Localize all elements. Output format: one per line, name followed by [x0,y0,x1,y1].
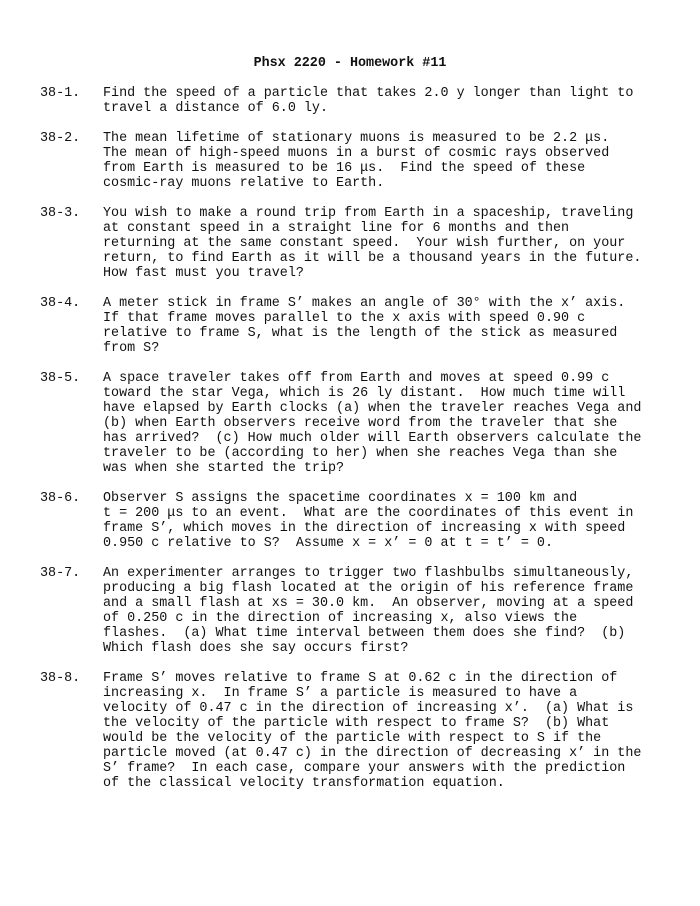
problem-line: 0.950 c relative to S? Assume x = x’ = 0 at t = t’ = 0. [103,536,553,551]
problem-number: 38-3. [40,206,81,221]
problem-line: from S? [103,341,160,356]
problem-line: at constant speed in a straight line for 6 months and then [103,221,570,236]
problem-line: particle moved (at 0.47 c) in the direction of decreasing x’ in the [103,746,642,761]
problem-number: 38-5. [40,371,81,386]
problem-line: A space traveler takes off from Earth and moves at speed 0.99 c [103,371,610,386]
problem-line: An experimenter arranges to trigger two flashbulbs simultaneously, [103,566,634,581]
problem-38-7 [40,566,670,656]
page-title: Phsx 2220 - Homework #11 [253,56,447,71]
problem-number: 38-6. [40,491,81,506]
problem-line: You wish to make a round trip from Earth in a spaceship, traveling [103,206,634,221]
problem-line: of the classical velocity transformation equation. [103,776,505,791]
problem-line: from Earth is measured to be 16 μs. Find the speed of these [103,161,586,176]
problem-text [103,566,670,656]
problem-line: have elapsed by Earth clocks (a) when the traveler reaches Vega and [103,401,642,416]
problem-38-1 [40,86,670,116]
problem-line: travel a distance of 6.0 ly. [103,101,328,116]
problem-line: Which flash does she say occurs first? [103,641,409,656]
problem-line: How fast must you travel? [103,266,304,281]
problem-38-4 [40,296,670,356]
problem-text [103,206,670,281]
problem-text [103,296,670,356]
problem-line: velocity of 0.47 c in the direction of increasing x’. (a) What is [103,701,634,716]
problem-line: flashes. (a) What time interval between them does she find? (b) [103,626,626,641]
problem-line: (b) when Earth observers receive word from the traveler that she [103,416,618,431]
problem-number: 38-8. [40,671,81,686]
problem-line: return, to find Earth as it will be a thousand years in the future. [103,251,642,266]
problem-line: The mean of high-speed muons in a burst of cosmic rays observed [103,146,610,161]
problem-line: would be the velocity of the particle with respect to S if the [103,731,602,746]
problem-line: toward the star Vega, which is 26 ly distant. How much time will [103,386,626,401]
problem-38-8 [40,671,670,791]
problem-38-5 [40,371,670,476]
problem-text [103,371,670,476]
problem-number: 38-4. [40,296,81,311]
problem-line: frame S’, which moves in the direction of increasing x with speed [103,521,626,536]
problem-line: increasing x. In frame S’ a particle is measured to have a [103,686,578,701]
problem-text [103,491,670,551]
problem-38-6 [40,491,670,551]
problem-38-2 [40,131,670,191]
problem-text [103,86,670,116]
problem-line: Observer S assigns the spacetime coordinates x = 100 km and [103,491,578,506]
problem-line: was when she started the trip? [103,461,345,476]
problem-38-3 [40,206,670,281]
problem-line: The mean lifetime of stationary muons is measured to be 2.2 μs. [103,131,610,146]
problem-text [103,131,670,191]
problem-line: has arrived? (c) How much older will Earth observers calculate the [103,431,642,446]
problem-line: and a small flash at xs = 30.0 km. An observer, moving at a speed [103,596,634,611]
problem-line: the velocity of the particle with respect to frame S? (b) What [103,716,610,731]
problem-number: 38-7. [40,566,81,581]
problem-line: S’ frame? In each case, compare your answers with the prediction [103,761,626,776]
problem-line: Frame S’ moves relative to frame S at 0.62 c in the direction of [103,671,618,686]
problem-line: relative to frame S, what is the length of the stick as measured [103,326,618,341]
problem-text [103,671,670,791]
problem-line: producing a big flash located at the origin of his reference frame [103,581,634,596]
problem-list [40,86,670,806]
problem-line: traveler to be (according to her) when she reaches Vega than she [103,446,618,461]
problem-line: cosmic-ray muons relative to Earth. [103,176,385,191]
problem-line: Find the speed of a particle that takes 2.0 y longer than light to [103,86,634,101]
problem-number: 38-2. [40,131,81,146]
problem-line: If that frame moves parallel to the x axis with speed 0.90 c [103,311,586,326]
problem-number: 38-1. [40,86,81,101]
problem-line: returning at the same constant speed. Your wish further, on your [103,236,626,251]
problem-line: of 0.250 c in the direction of increasing x, also views the [103,611,578,626]
problem-line: A meter stick in frame S’ makes an angle of 30° with the x’ axis. [103,296,626,311]
problem-line: t = 200 μs to an event. What are the coordinates of this event in [103,506,634,521]
